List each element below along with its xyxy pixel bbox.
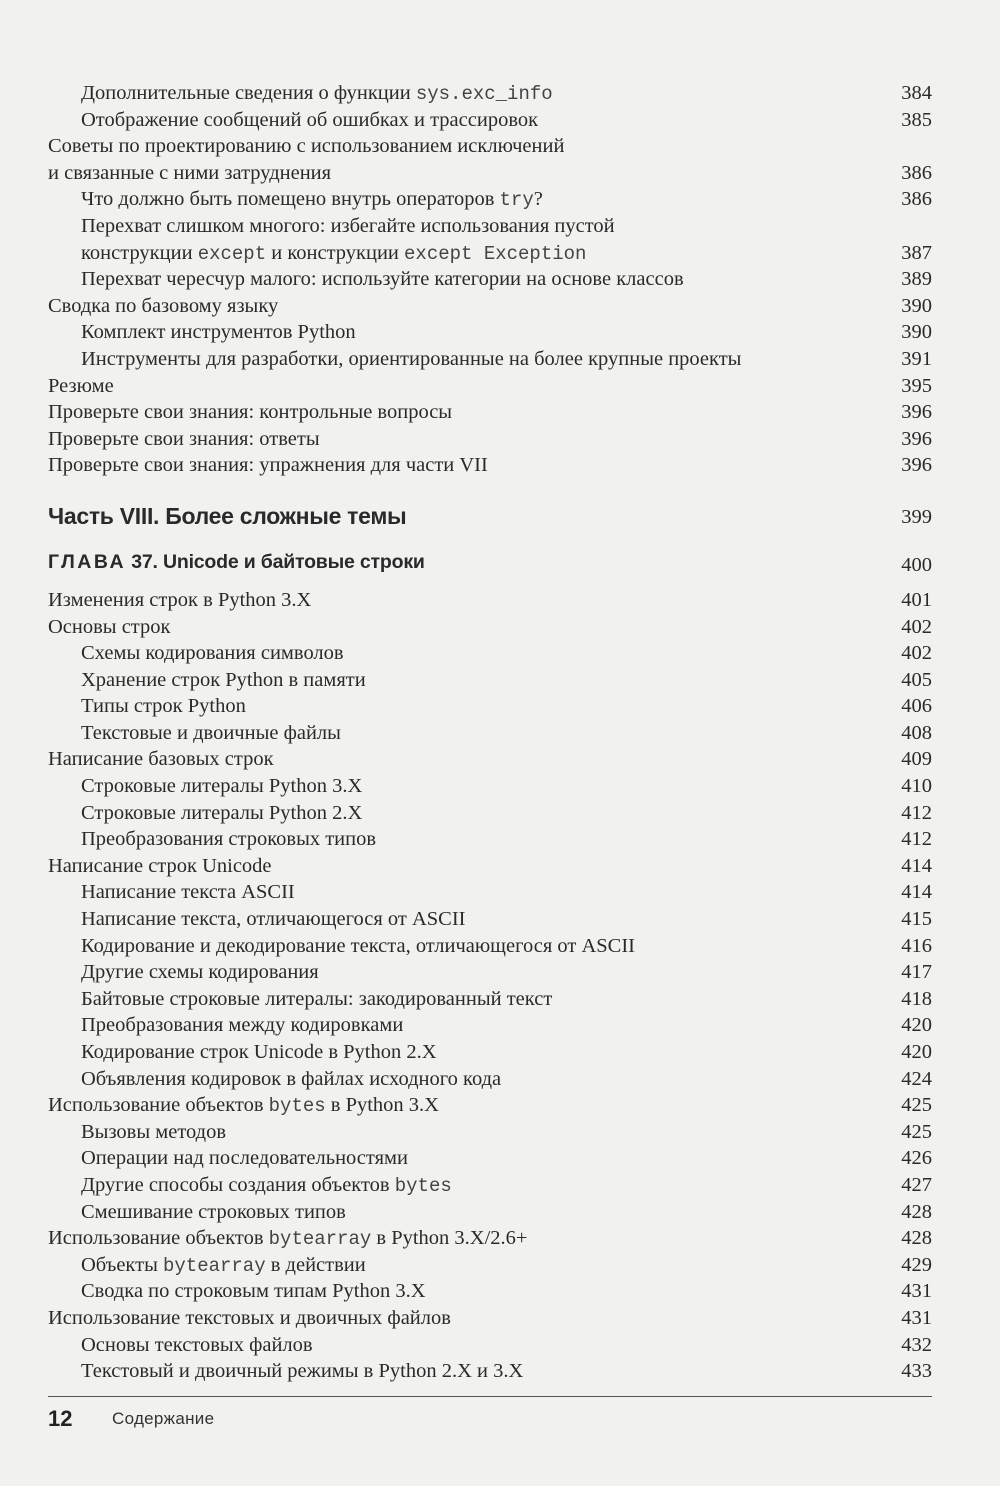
footer-rule — [48, 1396, 932, 1397]
toc-entry-title — [81, 986, 552, 1013]
toc-entry — [48, 107, 932, 134]
toc-entry-page: 409 — [901, 748, 932, 771]
text-run: Байтовые строковые литералы: закодированный текст — [81, 987, 553, 1010]
toc-entry-title — [48, 853, 272, 880]
toc-entry — [48, 399, 932, 426]
text-run: Использование объектов — [48, 1227, 269, 1250]
toc-entry-page: 396 — [901, 454, 932, 477]
toc-entry-title — [81, 346, 741, 373]
text-run: Кодирование строк Unicode в Python 2.X — [81, 1041, 437, 1063]
toc-entry-title — [81, 826, 376, 853]
text-run: Использование объектов — [48, 1094, 269, 1117]
text-run: Написание строк Unicode — [48, 854, 272, 877]
text-run: Инструменты для разработки, ориентированные на более крупные проекты — [81, 347, 742, 370]
toc-entry-page: 432 — [901, 1333, 932, 1356]
toc-entry-page: 391 — [901, 347, 932, 370]
toc-entry-title — [48, 503, 406, 530]
code-identifier: except Exception — [404, 242, 587, 265]
toc-entry-page: 431 — [901, 1280, 932, 1303]
toc-entry — [48, 452, 932, 479]
toc-entry-page: 410 — [901, 775, 932, 798]
toc-entry-title — [48, 746, 274, 773]
text-run: Советы по проектированию с использованием исключений и связанные с ними затруднения — [48, 135, 565, 184]
text-run: ? — [533, 188, 543, 211]
toc-entry — [48, 1225, 932, 1252]
text-run: Сводка по строковым типам Python 3.X — [81, 1280, 426, 1303]
toc-entry-title — [48, 452, 488, 479]
text-run: Операции над последовательностями — [81, 1147, 408, 1170]
toc-entry — [48, 1039, 932, 1066]
toc-entry-page: 429 — [901, 1253, 932, 1276]
text-run: Резюме — [48, 374, 114, 397]
text-run: в действии — [265, 1253, 366, 1276]
code-identifier: try — [499, 189, 534, 212]
toc-entry-title — [48, 426, 320, 453]
text-run: Смешивание строковых типов — [81, 1200, 346, 1223]
chapter-label: ГЛАВА — [48, 550, 127, 573]
toc-entry-title — [81, 213, 615, 267]
text-run: Написание базовых строк — [48, 748, 274, 771]
toc-entry-page: 405 — [901, 668, 932, 691]
text-run: Проверьте свои знания: упражнения для части VII — [48, 454, 488, 477]
toc-entry-page: 425 — [901, 1094, 932, 1117]
text-run: Хранение строк Python в памяти — [81, 668, 366, 691]
toc-entry — [48, 693, 932, 720]
toc-chapter-heading — [48, 543, 932, 587]
text-run: Преобразования между кодировками — [81, 1014, 404, 1037]
toc-entry-title — [81, 933, 635, 960]
text-run: Проверьте свои знания: ответы — [48, 427, 320, 450]
toc-entry-page: 431 — [901, 1306, 932, 1329]
toc-entry — [48, 640, 932, 667]
toc-entry-title — [81, 1199, 346, 1226]
code-identifier: bytearray — [268, 1228, 372, 1251]
toc-entry-page: 390 — [901, 294, 932, 317]
toc-entry-page: 425 — [901, 1120, 932, 1143]
toc-entry — [48, 426, 932, 453]
text-run: Схемы кодирования символов — [81, 642, 344, 665]
toc-entry-title — [48, 373, 114, 400]
text-run: Основы текстовых файлов — [81, 1333, 313, 1356]
text-run: Строковые литералы Python 2.X — [81, 801, 363, 824]
toc-entry-title — [81, 693, 246, 720]
code-identifier: except — [197, 242, 267, 265]
code-identifier: sys.exc_info — [415, 83, 553, 105]
toc-entry — [48, 1199, 932, 1226]
toc-entry-page: 400 — [901, 554, 932, 577]
toc-entry-page: 399 — [901, 506, 932, 529]
text-run: Использование текстовых и двоичных файлов — [48, 1306, 451, 1329]
toc-entry-page: 427 — [901, 1173, 932, 1196]
toc-entry-title — [81, 107, 538, 134]
toc-entry — [48, 1012, 932, 1039]
toc-entry-page: 414 — [901, 854, 932, 877]
toc-entry-title — [81, 720, 341, 747]
toc-entry — [48, 746, 932, 773]
toc-entry-title — [48, 293, 278, 320]
code-identifier: bytearray — [162, 1254, 266, 1277]
toc-entry-page: 428 — [901, 1227, 932, 1250]
toc-entry — [48, 879, 932, 906]
toc-entry — [48, 319, 932, 346]
toc-entry-page: 416 — [901, 934, 932, 957]
toc-entry — [48, 986, 932, 1013]
toc-entry — [48, 587, 932, 614]
toc-entry-page: 385 — [901, 108, 932, 131]
toc-entry — [48, 1092, 932, 1119]
text-run: Проверьте свои знания: контрольные вопросы — [48, 401, 453, 424]
text-run: Основы строк — [48, 615, 171, 638]
toc-entry — [48, 720, 932, 747]
text-run: Комплект инструментов Python — [81, 321, 356, 344]
footer-page-number: 12 — [48, 1406, 73, 1431]
toc-part-heading — [48, 491, 932, 543]
toc-entry — [48, 346, 932, 373]
toc-entry — [48, 1119, 932, 1146]
text-run: Вызовы методов — [81, 1120, 227, 1143]
text-run: Строковые литералы Python 3.X — [81, 775, 363, 798]
toc-entry-title — [81, 1066, 501, 1093]
toc-entry-title — [81, 1358, 523, 1385]
toc-entry — [48, 800, 932, 827]
toc-entry-title — [81, 1252, 366, 1280]
toc-entry-title — [48, 1305, 451, 1332]
text-run: Текстовый и двоичный режимы в Python 2.X и 3.X — [81, 1360, 524, 1383]
toc-entry — [48, 614, 932, 641]
toc-entry-title — [81, 319, 356, 346]
toc-entry — [48, 1252, 932, 1279]
toc-entry — [48, 906, 932, 933]
toc-entry — [48, 1066, 932, 1093]
toc-entry-page: 386 — [901, 188, 932, 211]
toc-entry-title — [81, 800, 362, 827]
toc-entry-page: 401 — [901, 588, 932, 611]
toc-entry-page: 396 — [901, 401, 932, 424]
toc-entry-page: 395 — [901, 374, 932, 397]
toc-entry-title — [81, 1012, 403, 1039]
toc-entry-page: 402 — [901, 642, 932, 665]
toc-entry-page: 389 — [901, 268, 932, 291]
toc-entry-page: 396 — [901, 427, 932, 450]
text-run: Кодирование и декодирование текста, отличающегося от ASCII — [81, 934, 635, 957]
toc-entry-page: 390 — [901, 321, 932, 344]
toc-entry-page: 420 — [901, 1014, 932, 1037]
text-run: Написание текста, отличающегося от ASCII — [81, 908, 466, 931]
toc-entry-title — [81, 186, 543, 214]
toc-entry-title — [81, 773, 362, 800]
text-run: Написание текста ASCII — [81, 881, 295, 904]
text-run: 37. Unicode и байтовые строки — [126, 550, 425, 573]
toc-entry-page: 406 — [901, 695, 932, 718]
toc-entry-page: 408 — [901, 721, 932, 744]
toc-entry — [48, 1145, 932, 1172]
text-run: Типы строк Python — [81, 695, 246, 718]
toc-entry-title — [48, 1225, 527, 1253]
text-run: Другие схемы кодирования — [81, 961, 319, 984]
toc-entry-title — [48, 614, 170, 641]
toc-entry-page: 426 — [901, 1147, 932, 1170]
text-run: Объявления кодировок в файлах исходного кода — [81, 1067, 502, 1090]
text-run: в Python 3.X — [325, 1094, 439, 1117]
toc-entry-page: 412 — [901, 828, 932, 851]
toc-entry — [48, 1332, 932, 1359]
toc-entry-page: 433 — [901, 1360, 932, 1383]
text-run: Изменения строк в Python 3.X — [48, 588, 312, 611]
toc-entry-title — [81, 1332, 313, 1359]
toc-entry-page: 418 — [901, 987, 932, 1010]
toc-entry — [48, 1305, 932, 1332]
text-run: Преобразования строковых типов — [81, 828, 377, 851]
toc-entry-page: 412 — [901, 801, 932, 824]
toc-entry-page: 424 — [901, 1067, 932, 1090]
toc-entry — [48, 293, 932, 320]
text-run: Что должно быть помещено внутрь операторов — [81, 188, 500, 211]
toc-entry — [48, 1358, 932, 1385]
text-run: Отображение сообщений об ошибках и трассировок — [81, 108, 539, 131]
toc-entry — [48, 80, 932, 107]
text-run: Другие способы создания объектов — [81, 1173, 395, 1196]
toc-entry — [48, 773, 932, 800]
text-run: Часть VIII. Более сложные темы — [48, 502, 407, 529]
text-run: Дополнительные сведения о функции — [81, 82, 416, 104]
code-identifier: bytes — [394, 1174, 452, 1197]
toc-entry-title — [81, 879, 295, 906]
toc-entry-title — [81, 667, 366, 694]
toc-entry-title — [48, 1092, 439, 1120]
toc-entry-page: 417 — [901, 961, 932, 984]
toc-entry-title — [81, 266, 684, 293]
toc-entry-title — [81, 80, 553, 108]
toc-entry-title — [81, 1172, 452, 1200]
toc-entry — [48, 373, 932, 400]
text-run: в Python 3.X/2.6+ — [371, 1227, 528, 1250]
toc-entry — [48, 266, 932, 293]
toc-entry — [48, 933, 932, 960]
toc-entry — [48, 213, 932, 266]
toc-entry — [48, 853, 932, 880]
toc-entry — [48, 186, 932, 213]
toc-entry-page: 402 — [901, 615, 932, 638]
toc-entry — [48, 826, 932, 853]
text-run: Сводка по базовому языку — [48, 294, 279, 317]
toc-entry-page: 384 — [901, 82, 932, 104]
toc-entry-page: 415 — [901, 908, 932, 931]
toc-entry — [48, 133, 932, 186]
toc-entry — [48, 667, 932, 694]
toc-entry-title — [48, 399, 452, 426]
toc-entry-page: 387 — [901, 241, 932, 264]
text-run: Перехват слишком многого: избегайте использования пустой конструкции — [81, 214, 615, 264]
code-identifier: bytes — [268, 1095, 326, 1118]
toc-entry-page: 386 — [901, 161, 932, 184]
text-run: Объекты — [81, 1253, 163, 1276]
toc-entry — [48, 959, 932, 986]
toc-entry-title — [81, 959, 319, 986]
toc-entry-title — [81, 1039, 437, 1066]
footer-section-label: Содержание — [112, 1409, 215, 1428]
text-run: и конструкции — [266, 241, 405, 264]
toc-entry — [48, 1278, 932, 1305]
toc-entry-title — [48, 549, 425, 576]
toc-entry-page: 420 — [901, 1041, 932, 1063]
toc-entry-title — [48, 587, 311, 614]
toc-entry — [48, 1172, 932, 1199]
toc-entry-page: 428 — [901, 1200, 932, 1223]
toc-entry-title — [48, 133, 564, 186]
text-run: Текстовые и двоичные файлы — [81, 721, 341, 744]
toc-entry-page: 414 — [901, 881, 932, 904]
toc-entry-title — [81, 906, 466, 933]
table-of-contents — [48, 80, 932, 1385]
toc-entry-title — [81, 1278, 426, 1305]
toc-entry-title — [81, 1119, 226, 1146]
toc-entry-title — [81, 640, 344, 667]
toc-entry-title — [81, 1145, 408, 1172]
text-run: Перехват чересчур малого: используйте категории на основе классов — [81, 268, 684, 291]
